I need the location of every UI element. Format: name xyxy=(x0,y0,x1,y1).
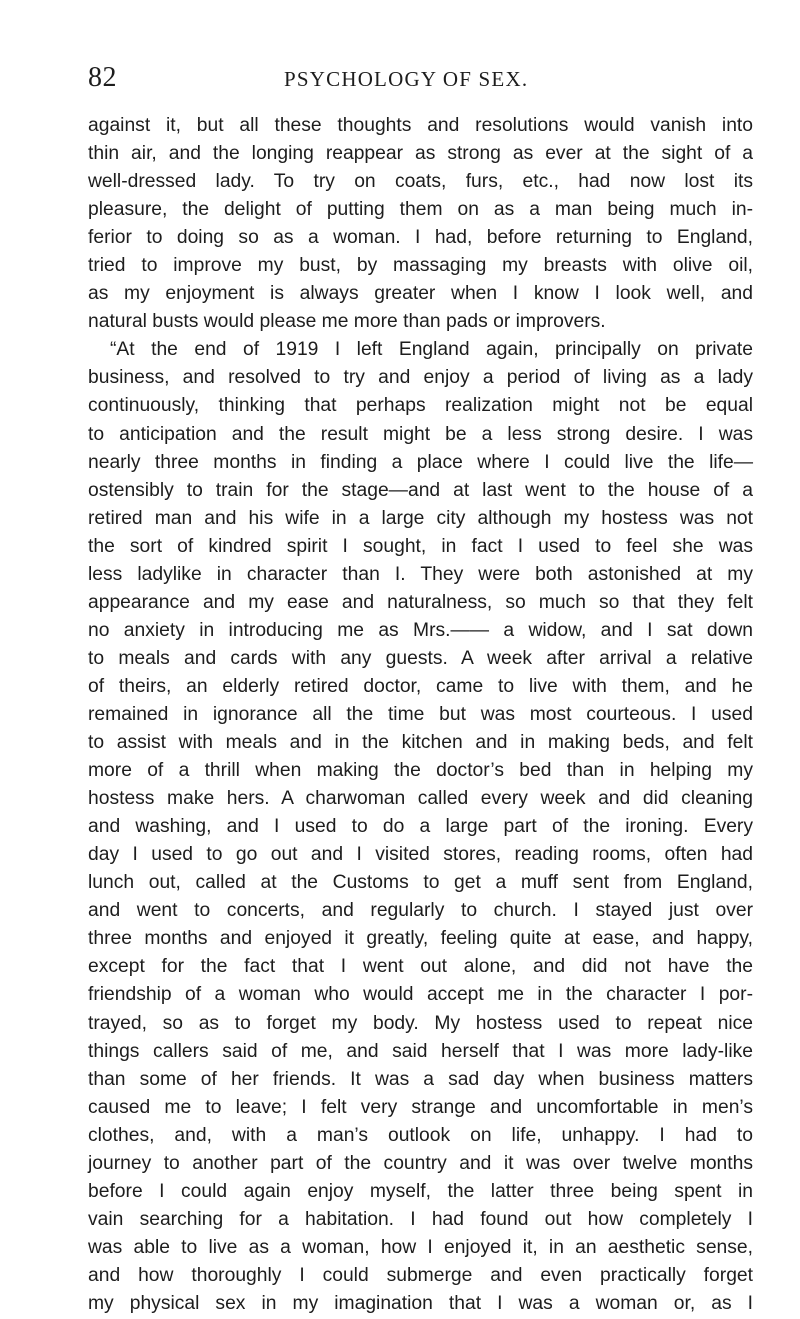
text-line: day I used to go out and I visited stores, reading rooms, often had xyxy=(88,844,753,866)
text-line: ferior to doing so as a woman. I had, before returning to England, xyxy=(88,227,753,249)
text-line: “At the end of 1919 I left England again, principally on private xyxy=(110,339,753,361)
text-line: remained in ignorance all the time but was most courteous. I used xyxy=(88,703,753,725)
text-line: before I could again enjoy myself, the latter three being spent in xyxy=(88,1180,753,1202)
text-line: lunch out, called at the Customs to get a muff sent from England, xyxy=(88,872,753,894)
text-line: caused me to leave; I felt very strange and uncomfortable in men’s xyxy=(88,1096,753,1118)
text-line: and washing, and I used to do a large part of the ironing. Every xyxy=(88,816,753,838)
text-line: more of a thrill when making the doctor’s bed than in helping my xyxy=(88,760,753,782)
text-line: against it, but all these thoughts and resolutions would vanish into xyxy=(88,115,753,136)
text-line: pleasure, the delight of putting them on as a man being much in- xyxy=(88,199,753,221)
page-number: 82 xyxy=(88,62,117,93)
text-line: than some of her friends. It was a sad day when business matters xyxy=(88,1068,753,1090)
body-text xyxy=(88,112,753,1318)
text-line: as my enjoyment is always greater when I know I look well, and xyxy=(88,283,753,305)
text-line: ostensibly to train for the stage—and at last went to the house of a xyxy=(88,479,753,501)
text-line: journey to another part of the country and it was over twelve months xyxy=(88,1152,753,1174)
text-line: was able to live as a woman, how I enjoyed it, in an aesthetic sense, xyxy=(88,1236,753,1258)
text-line: retired man and his wife in a large city although my hostess was not xyxy=(88,507,753,529)
running-head: PSYCHOLOGY OF SEX. xyxy=(284,67,529,91)
text-line: the sort of kindred spirit I sought, in fact I used to feel she was xyxy=(88,535,753,557)
text-line: my physical sex in my imagination that I was a woman or, as I xyxy=(88,1292,753,1314)
text-line: to assist with meals and in the kitchen and in making beds, and felt xyxy=(88,732,753,754)
text-line: natural busts would please me more than pads or improvers. xyxy=(88,311,606,333)
text-line: thin air, and the longing reappear as strong as ever at the sight of a xyxy=(88,143,753,165)
text-line: vain searching for a habitation. I had found out how completely I xyxy=(88,1208,753,1230)
text-line: less ladylike in character than I. They were both astonished at my xyxy=(88,563,753,585)
text-line: and went to concerts, and regularly to church. I stayed just over xyxy=(88,900,753,922)
page-header xyxy=(0,60,800,96)
text-line: business, and resolved to try and enjoy a period of living as a lady xyxy=(88,367,753,389)
text-line: of theirs, an elderly retired doctor, came to live with them, and he xyxy=(88,675,753,697)
text-line: three months and enjoyed it greatly, feeling quite at ease, and happy, xyxy=(88,928,753,950)
text-line: continuously, thinking that perhaps realization might not be equal xyxy=(88,395,753,417)
text-line: and how thoroughly I could submerge and even practically forget xyxy=(88,1264,753,1286)
text-line: well-dressed lady. To try on coats, furs, etc., had now lost its xyxy=(88,171,753,193)
text-line: except for the fact that I went out alone, and did not have the xyxy=(88,956,753,978)
text-line: clothes, and, with a man’s outlook on life, unhappy. I had to xyxy=(88,1124,753,1146)
text-line: to meals and cards with any guests. A week after arrival a relative xyxy=(88,647,753,669)
text-line: no anxiety in introducing me as Mrs.—— a widow, and I sat down xyxy=(88,619,753,641)
text-line: things callers said of me, and said herself that I was more lady-like xyxy=(88,1040,753,1062)
text-line: trayed, so as to forget my body. My hostess used to repeat nice xyxy=(88,1012,753,1034)
text-line: appearance and my ease and naturalness, so much so that they felt xyxy=(88,591,753,613)
text-line: hostess make hers. A charwoman called every week and did cleaning xyxy=(88,788,753,810)
text-line: nearly three months in finding a place where I could live the life— xyxy=(88,451,753,473)
text-line: to anticipation and the result might be a less strong desire. I was xyxy=(88,423,753,445)
text-line: friendship of a woman who would accept me in the character I por- xyxy=(88,984,753,1006)
text-line: tried to improve my bust, by massaging my breasts with olive oil, xyxy=(88,255,753,277)
